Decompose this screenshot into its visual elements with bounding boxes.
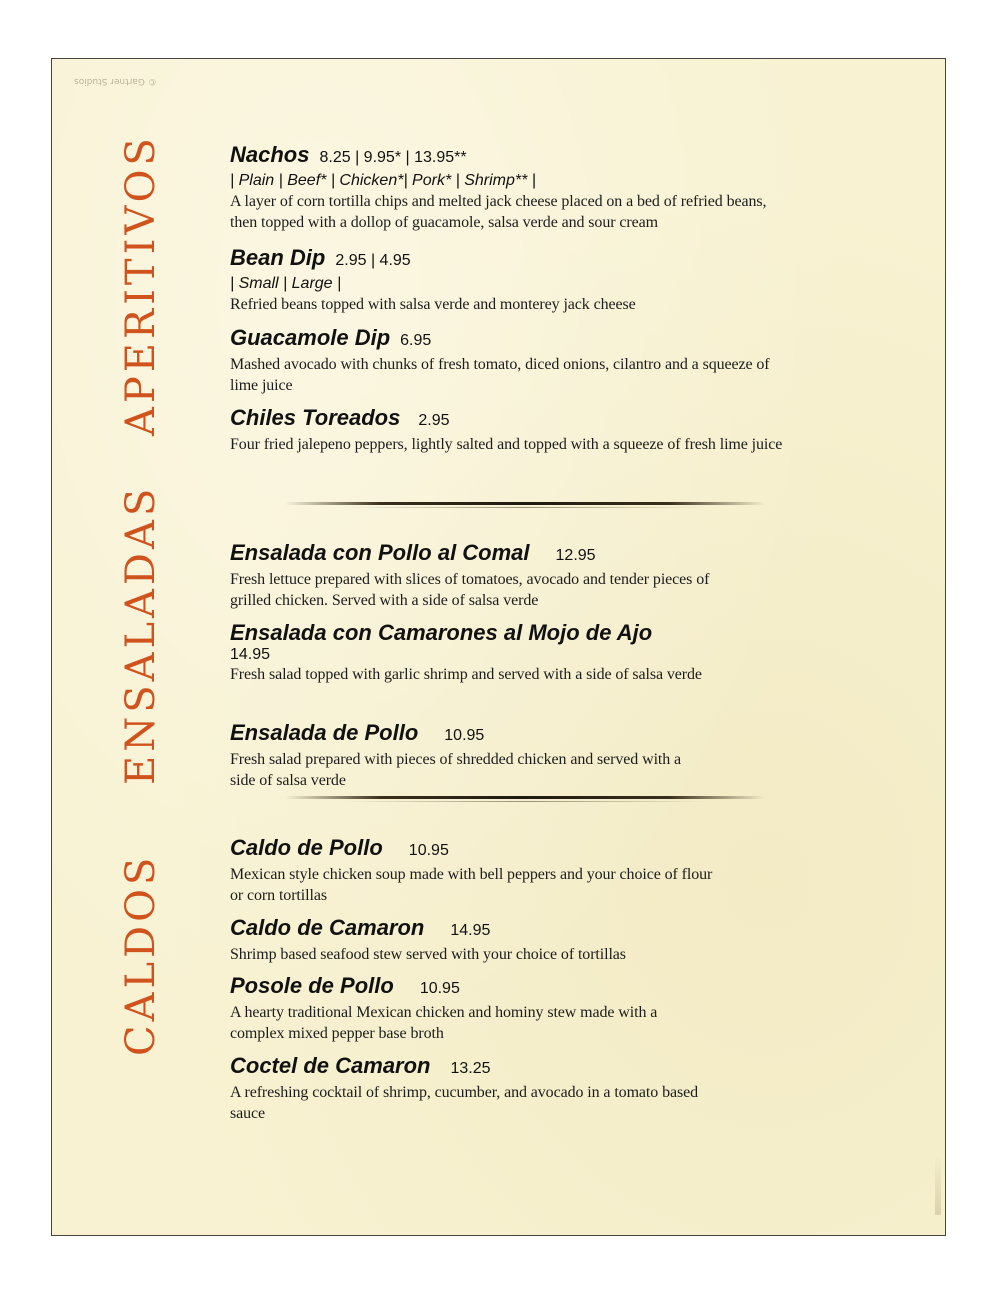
menu-item	[230, 620, 790, 685]
item-description: A layer of corn tortilla chips and melted jack cheese placed on a bed of refried beans, then topped with a dollop of guacamole, salsa verde and sour cream	[230, 193, 767, 231]
caldos-items	[230, 973, 790, 1044]
item-price: 6.95	[400, 332, 432, 349]
menu-item	[230, 540, 790, 611]
menu-item	[230, 1053, 790, 1124]
aperitivos-items	[230, 142, 790, 233]
item-name: Posole de Pollo	[230, 973, 394, 998]
item-name-row	[230, 1053, 790, 1082]
item-price: 10.95	[419, 980, 460, 997]
item-name: Ensalada con Pollo al Comal	[230, 540, 530, 565]
aperitivos-items	[230, 405, 790, 455]
item-description: Shrimp based seafood stew served with your choice of tortillas	[230, 946, 626, 963]
item-description: Fresh lettuce prepared with slices of tomatoes, avocado and tender pieces of grilled chicken. Served with a side of salsa verde	[230, 571, 710, 609]
item-name-row	[230, 915, 790, 944]
item-price: 10.95	[444, 727, 485, 744]
menu-item	[230, 142, 790, 233]
menu-item	[230, 325, 790, 396]
item-price: 13.25	[450, 1060, 491, 1077]
menu-item	[230, 973, 790, 1044]
item-name-row	[230, 720, 790, 749]
ensaladas-items	[230, 720, 790, 791]
item-description: Mexican style chicken soup made with bell peppers and your choice of flour or corn tortillas	[230, 866, 713, 904]
section-title-caldos: CALDOS	[118, 853, 164, 1056]
menu-item	[230, 405, 790, 455]
item-description: Fresh salad prepared with pieces of shredded chicken and served with a side of salsa verde	[230, 751, 682, 789]
item-description: Mashed avocado with chunks of fresh tomato, diced onions, cilantro and a squeeze of lime juice	[230, 356, 770, 394]
ensaladas-items	[230, 540, 790, 611]
caldos-items	[230, 915, 790, 965]
copyright-credit: © Gartner Studios	[74, 76, 157, 86]
item-description: Fresh salad topped with garlic shrimp and served with a side of salsa verde	[230, 666, 702, 683]
item-name: Caldo de Camaron	[230, 915, 425, 940]
item-name: Nachos	[230, 142, 310, 167]
item-price: 2.95 | 4.95	[335, 252, 411, 269]
item-name: Ensalada de Pollo	[230, 720, 419, 745]
item-options: | Plain | Beef* | Chicken*| Pork* | Shrimp** |	[230, 172, 536, 189]
aperitivos-items	[230, 245, 790, 315]
aperitivos-items	[230, 325, 790, 396]
item-name-row	[230, 245, 790, 274]
ensaladas-items	[230, 620, 790, 685]
item-description: A hearty traditional Mexican chicken and hominy stew made with a complex mixed pepper base broth	[230, 1004, 658, 1042]
item-price: 12.95	[555, 547, 596, 564]
item-name: Coctel de Camaron	[230, 1053, 431, 1078]
item-description: Refried beans topped with salsa verde and monterey jack cheese	[230, 296, 636, 313]
item-name: Bean Dip	[230, 245, 326, 270]
page-corner-shade	[935, 1155, 941, 1215]
item-price: 10.95	[408, 842, 449, 859]
menu-item	[230, 915, 790, 965]
section-divider	[285, 502, 765, 505]
item-name: Ensalada con Camarones al Mojo de Ajo	[230, 620, 653, 645]
caldos-items	[230, 835, 790, 906]
item-options: | Small | Large |	[230, 275, 342, 292]
item-price: 14.95	[450, 922, 491, 939]
item-description: A refreshing cocktail of shrimp, cucumber, and avocado in a tomato based sauce	[230, 1084, 699, 1122]
item-name-row	[230, 620, 790, 664]
item-name: Chiles Toreados	[230, 405, 401, 430]
item-price: 8.25 | 9.95* | 13.95**	[319, 149, 467, 166]
item-name: Guacamole Dip	[230, 325, 391, 350]
menu-item	[230, 245, 790, 315]
menu-item	[230, 835, 790, 906]
section-title-aperitivos: APERITIVOS	[118, 134, 164, 436]
item-name-row	[230, 835, 790, 864]
menu-item	[230, 720, 790, 791]
item-price: 2.95	[418, 412, 450, 429]
item-price: 14.95	[230, 646, 271, 663]
item-name-row	[230, 405, 790, 434]
item-description: Four fried jalepeno peppers, lightly salted and topped with a squeeze of fresh lime juice	[230, 436, 783, 453]
item-name-row	[230, 142, 790, 171]
item-name-row	[230, 973, 790, 1002]
section-divider	[285, 796, 765, 799]
item-name-row	[230, 325, 790, 354]
caldos-items	[230, 1053, 790, 1124]
item-name: Caldo de Pollo	[230, 835, 383, 860]
section-title-ensaladas: ENSALADAS	[118, 484, 164, 785]
item-name-row	[230, 540, 790, 569]
